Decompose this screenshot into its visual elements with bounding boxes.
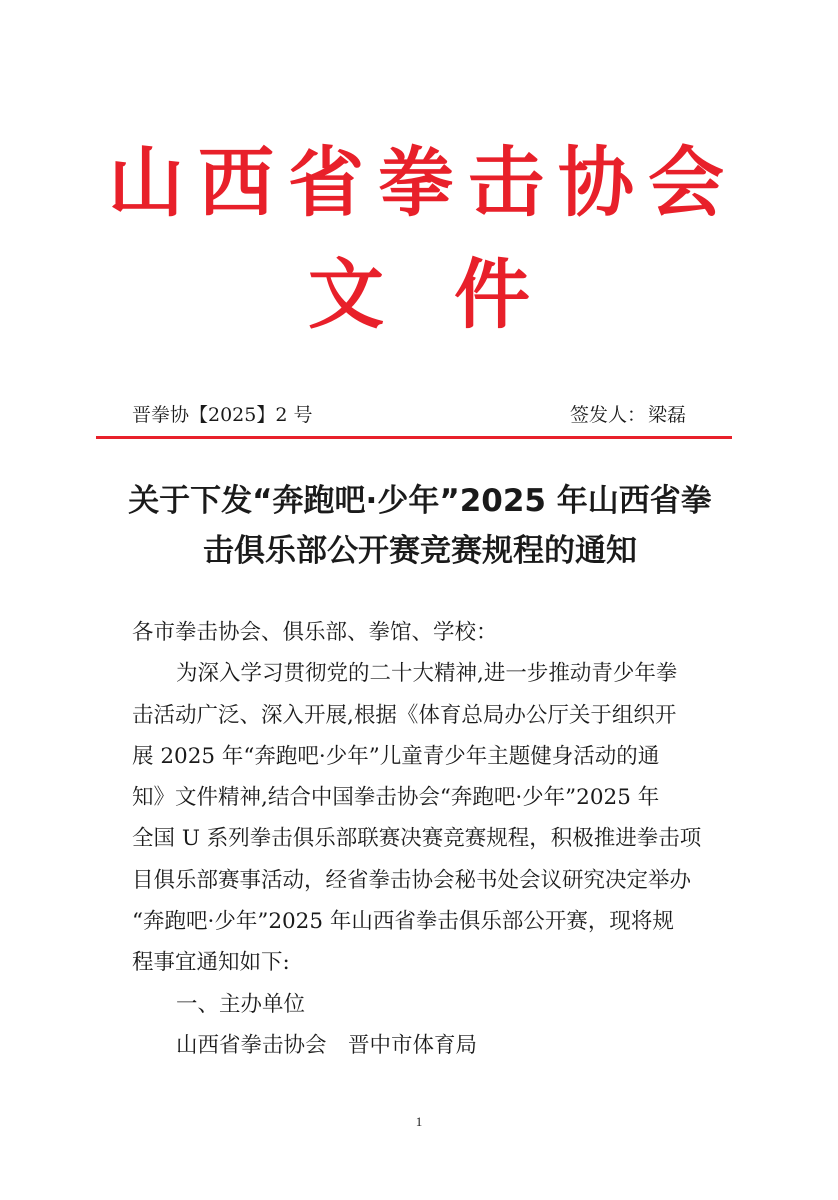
document-title — [110, 476, 730, 576]
salutation: 各市拳击协会、俱乐部、拳馆、学校： — [132, 620, 498, 645]
page-number: 1 — [415, 1114, 423, 1129]
paragraph-1-line: 展 2025 年“奔跑吧·少年”儿童青少年主题健身活动的通 — [132, 743, 660, 769]
paragraph-1-line: 程事宜通知如下: — [132, 950, 290, 976]
signer-name: 梁磊 — [647, 404, 686, 426]
title-line-1: 关于下发“奔跑吧·少年”2025 年山西省拳 — [128, 483, 712, 519]
title-line-2: 击俱乐部公开赛竞赛规程的通知 — [203, 533, 637, 569]
section-1-heading: 一、主办单位 — [176, 991, 306, 1017]
signer-label: 签发人： — [569, 404, 646, 426]
paragraph-1-line: 目俱乐部赛事活动，经省拳击协会秘书处会议研究决定举办 — [132, 867, 692, 893]
paragraph-1-line: “奔跑吧·少年”2025 年山西省拳击俱乐部公开赛，现将规 — [132, 909, 674, 935]
document-body — [132, 612, 722, 1066]
section-1-content: 山西省拳击协会 晋中市体育局 — [176, 1032, 478, 1058]
document-number: 晋拳协【2025】2 号 — [132, 404, 313, 426]
masthead-organization: 山西省拳击协会 — [108, 138, 738, 227]
paragraph-1-line: 击活动广泛、深入开展,根据《体育总局办公厅关于组织开 — [132, 702, 677, 728]
masthead-doc-label: 文件 — [308, 250, 600, 339]
paragraph-1 — [132, 653, 722, 983]
paragraph-1-line: 知》文件精神,结合中国拳击协会“奔跑吧·少年”2025 年 — [132, 785, 660, 811]
paragraph-1-line: 全国 U 系列拳击俱乐部联赛决赛竞赛规程，积极推进拳击项 — [132, 826, 702, 852]
signer — [570, 400, 686, 430]
red-divider-line — [96, 436, 732, 439]
paragraph-1-line: 为深入学习贯彻党的二十大精神,进一步推动青少年拳 — [176, 661, 678, 687]
